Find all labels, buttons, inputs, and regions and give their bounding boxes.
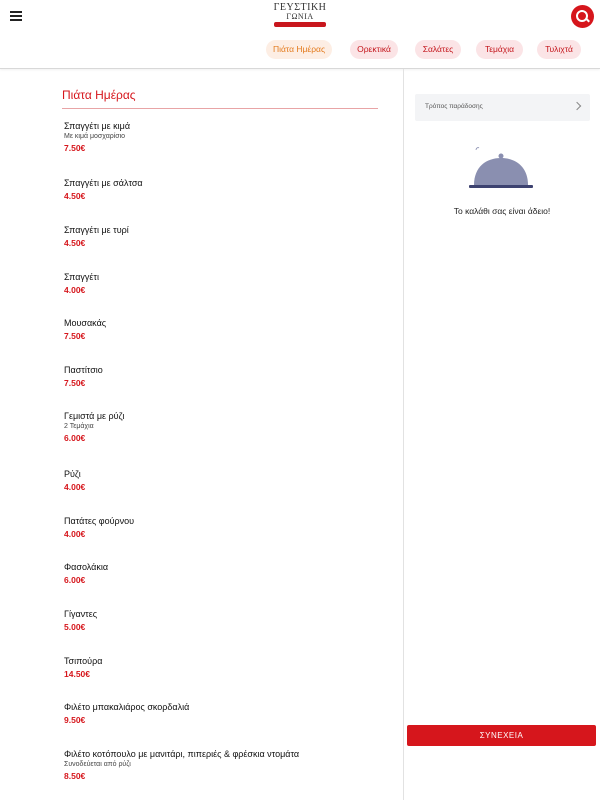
cloche-icon — [468, 147, 534, 193]
item-name: Γίγαντες — [64, 609, 98, 619]
search-icon-handle — [585, 18, 590, 23]
chevron-right-icon — [573, 102, 581, 110]
item-name: Φιλέτο μπακαλιάρος σκορδαλιά — [64, 702, 190, 712]
cart-empty-text: Το καλάθι σας είναι άδειο! — [453, 206, 551, 216]
item-name: Τσιπούρα — [64, 656, 103, 666]
menu-item[interactable] — [64, 656, 384, 681]
item-price: 8.50€ — [64, 771, 86, 781]
menu-list — [0, 69, 404, 800]
item-description: Συνοδεύεται από ρύζι — [64, 761, 131, 768]
menu-item[interactable] — [64, 225, 384, 250]
delivery-method-label: Τρόπος παράδοσης — [425, 103, 483, 110]
item-price: 4.00€ — [64, 482, 86, 492]
item-name: Σπαγγέτι με τυρί — [64, 225, 129, 235]
logo-line1: ΓΕΥΣΤΙΚΗ — [273, 2, 327, 13]
item-name: Σπαγγέτι με κιμά — [64, 121, 131, 131]
item-price: 4.50€ — [64, 238, 86, 248]
item-price: 7.50€ — [64, 378, 86, 388]
tab-salates[interactable]: Σαλάτες — [415, 40, 461, 59]
item-description: Με κιμά μοσχαρίσιο — [64, 133, 126, 140]
category-tabs — [0, 40, 600, 60]
item-price: 6.00€ — [64, 575, 86, 585]
menu-item[interactable] — [64, 702, 384, 727]
item-price: 7.50€ — [64, 143, 86, 153]
tab-piata-imeras[interactable]: Πιάτα Ημέρας — [266, 40, 332, 59]
item-price: 5.00€ — [64, 622, 86, 632]
item-price: 7.50€ — [64, 331, 86, 341]
menu-item[interactable] — [64, 469, 384, 494]
menu-item[interactable] — [64, 562, 384, 587]
item-name: Φασολάκια — [64, 562, 109, 572]
item-name: Φιλέτο κοτόπουλο με μανιτάρι, πιπεριές & φρέσκια ντομάτα — [64, 749, 300, 759]
menu-item[interactable] — [64, 121, 384, 155]
cart-panel — [404, 69, 600, 800]
menu-item[interactable] — [64, 178, 384, 203]
app-header — [0, 0, 600, 69]
tab-orektika[interactable]: Ορεκτικά — [350, 40, 398, 59]
logo-ribbon — [274, 22, 326, 27]
item-name: Παστίτσιο — [64, 365, 103, 375]
tab-temaxia[interactable]: Τεμάχια — [476, 40, 523, 59]
menu-item[interactable] — [64, 516, 384, 541]
tab-tylixta[interactable]: Τυλιχτά — [537, 40, 581, 59]
item-description: 2 Τεμάχια — [64, 423, 94, 430]
search-button[interactable] — [571, 5, 594, 28]
delivery-method-selector[interactable] — [415, 94, 590, 121]
item-name: Σπαγγέτι — [64, 272, 99, 282]
item-price: 4.00€ — [64, 285, 86, 295]
logo-line2: ΓΩΝΙΑ — [286, 12, 314, 21]
logo[interactable] — [270, 3, 330, 29]
item-price: 4.50€ — [64, 191, 86, 201]
menu-item[interactable] — [64, 749, 384, 783]
menu-item[interactable] — [64, 318, 384, 343]
menu-icon[interactable] — [10, 11, 22, 21]
item-name: Γεμιστά με ρύζι — [64, 411, 125, 421]
item-name: Ρύζι — [64, 469, 81, 479]
menu-item[interactable] — [64, 411, 384, 445]
item-price: 9.50€ — [64, 715, 86, 725]
item-price: 6.00€ — [64, 433, 86, 443]
continue-button[interactable]: ΣΥΝΕΧΕΙΑ — [407, 725, 596, 746]
menu-item[interactable] — [64, 609, 384, 634]
menu-item[interactable] — [64, 272, 384, 297]
menu-item[interactable] — [64, 365, 384, 390]
item-price: 14.50€ — [64, 669, 90, 679]
category-title: Πιάτα Ημέρας — [62, 88, 136, 102]
item-name: Μουσακάς — [64, 318, 107, 328]
item-name: Σπαγγέτι με σάλτσα — [64, 178, 143, 188]
item-name: Πατάτες φούρνου — [64, 516, 135, 526]
category-divider — [62, 108, 378, 109]
item-price: 4.00€ — [64, 529, 86, 539]
